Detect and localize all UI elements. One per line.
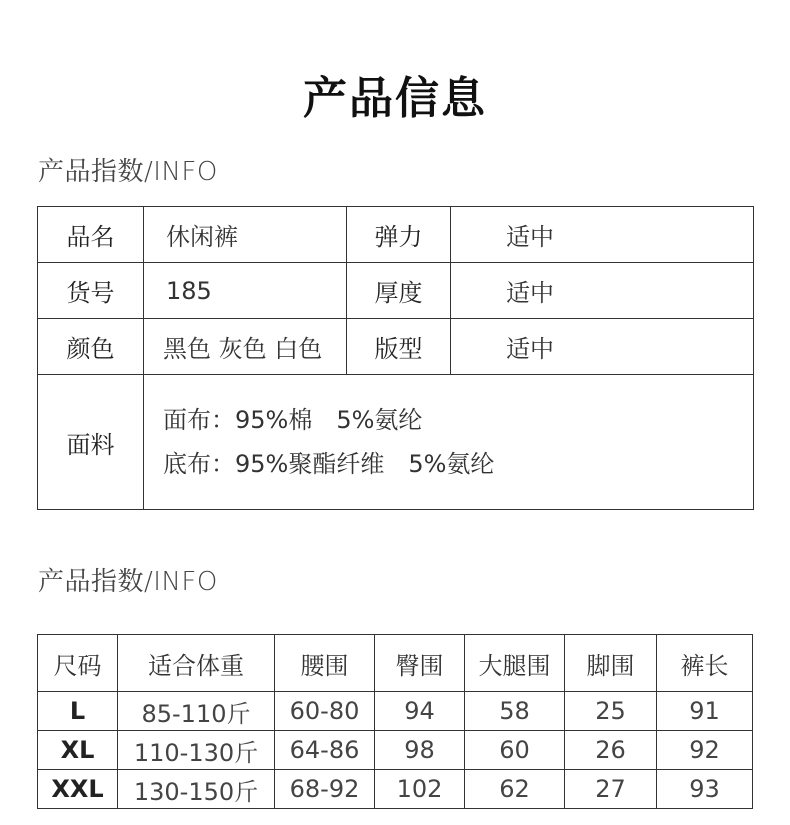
column-header: 腰围 bbox=[275, 635, 375, 692]
info-row bbox=[38, 207, 754, 263]
info-value: 休闲裤 bbox=[144, 207, 347, 263]
table-cell: 92 bbox=[657, 731, 753, 770]
info-label: 厚度 bbox=[347, 263, 451, 319]
table-cell: 91 bbox=[657, 692, 753, 731]
size-cell: XXL bbox=[38, 770, 118, 809]
info-label: 品名 bbox=[38, 207, 144, 263]
table-row bbox=[38, 731, 753, 770]
table-cell: 58 bbox=[465, 692, 565, 731]
size-cell: L bbox=[38, 692, 118, 731]
column-header: 适合体重 bbox=[118, 635, 275, 692]
table-cell: 94 bbox=[375, 692, 465, 731]
fabric-line-outer: 面布：95%棉 5%氨纶 bbox=[163, 406, 423, 434]
info-label: 货号 bbox=[38, 263, 144, 319]
table-cell: 110-130斤 bbox=[118, 731, 275, 770]
table-cell: 93 bbox=[657, 770, 753, 809]
fabric-line-lining: 底布：95%聚酯纤维 5%氨纶 bbox=[163, 450, 495, 478]
column-header: 脚围 bbox=[565, 635, 657, 692]
info-value: 适中 bbox=[451, 207, 754, 263]
table-row bbox=[38, 770, 753, 809]
column-header: 大腿围 bbox=[465, 635, 565, 692]
info-label: 弹力 bbox=[347, 207, 451, 263]
info-label: 颜色 bbox=[38, 319, 144, 375]
column-header: 臀围 bbox=[375, 635, 465, 692]
table-cell: 27 bbox=[565, 770, 657, 809]
table-row bbox=[38, 692, 753, 731]
table-cell: 26 bbox=[565, 731, 657, 770]
section-heading-info: 产品指数/INFO bbox=[38, 157, 218, 187]
size-table-header bbox=[38, 635, 753, 692]
info-value: 185 bbox=[144, 263, 347, 319]
column-header: 裤长 bbox=[657, 635, 753, 692]
size-table bbox=[37, 634, 753, 809]
product-info-table bbox=[37, 206, 754, 510]
size-cell: XL bbox=[38, 731, 118, 770]
info-value: 适中 bbox=[451, 319, 754, 375]
fabric-value bbox=[144, 375, 754, 510]
column-header: 尺码 bbox=[38, 635, 118, 692]
fabric-label: 面料 bbox=[38, 375, 144, 510]
table-cell: 62 bbox=[465, 770, 565, 809]
table-cell: 60 bbox=[465, 731, 565, 770]
table-cell: 130-150斤 bbox=[118, 770, 275, 809]
table-cell: 64-86 bbox=[275, 731, 375, 770]
info-value: 适中 bbox=[451, 263, 754, 319]
table-cell: 68-92 bbox=[275, 770, 375, 809]
table-cell: 85-110斤 bbox=[118, 692, 275, 731]
table-cell: 98 bbox=[375, 731, 465, 770]
page-title: 产品信息 bbox=[303, 73, 487, 124]
section-heading-size: 产品指数/INFO bbox=[38, 567, 218, 597]
info-row bbox=[38, 319, 754, 375]
info-value: 黑色 灰色 白色 bbox=[144, 319, 347, 375]
table-cell: 60-80 bbox=[275, 692, 375, 731]
info-label: 版型 bbox=[347, 319, 451, 375]
info-row bbox=[38, 263, 754, 319]
table-cell: 102 bbox=[375, 770, 465, 809]
info-row-fabric bbox=[38, 375, 754, 510]
table-cell: 25 bbox=[565, 692, 657, 731]
